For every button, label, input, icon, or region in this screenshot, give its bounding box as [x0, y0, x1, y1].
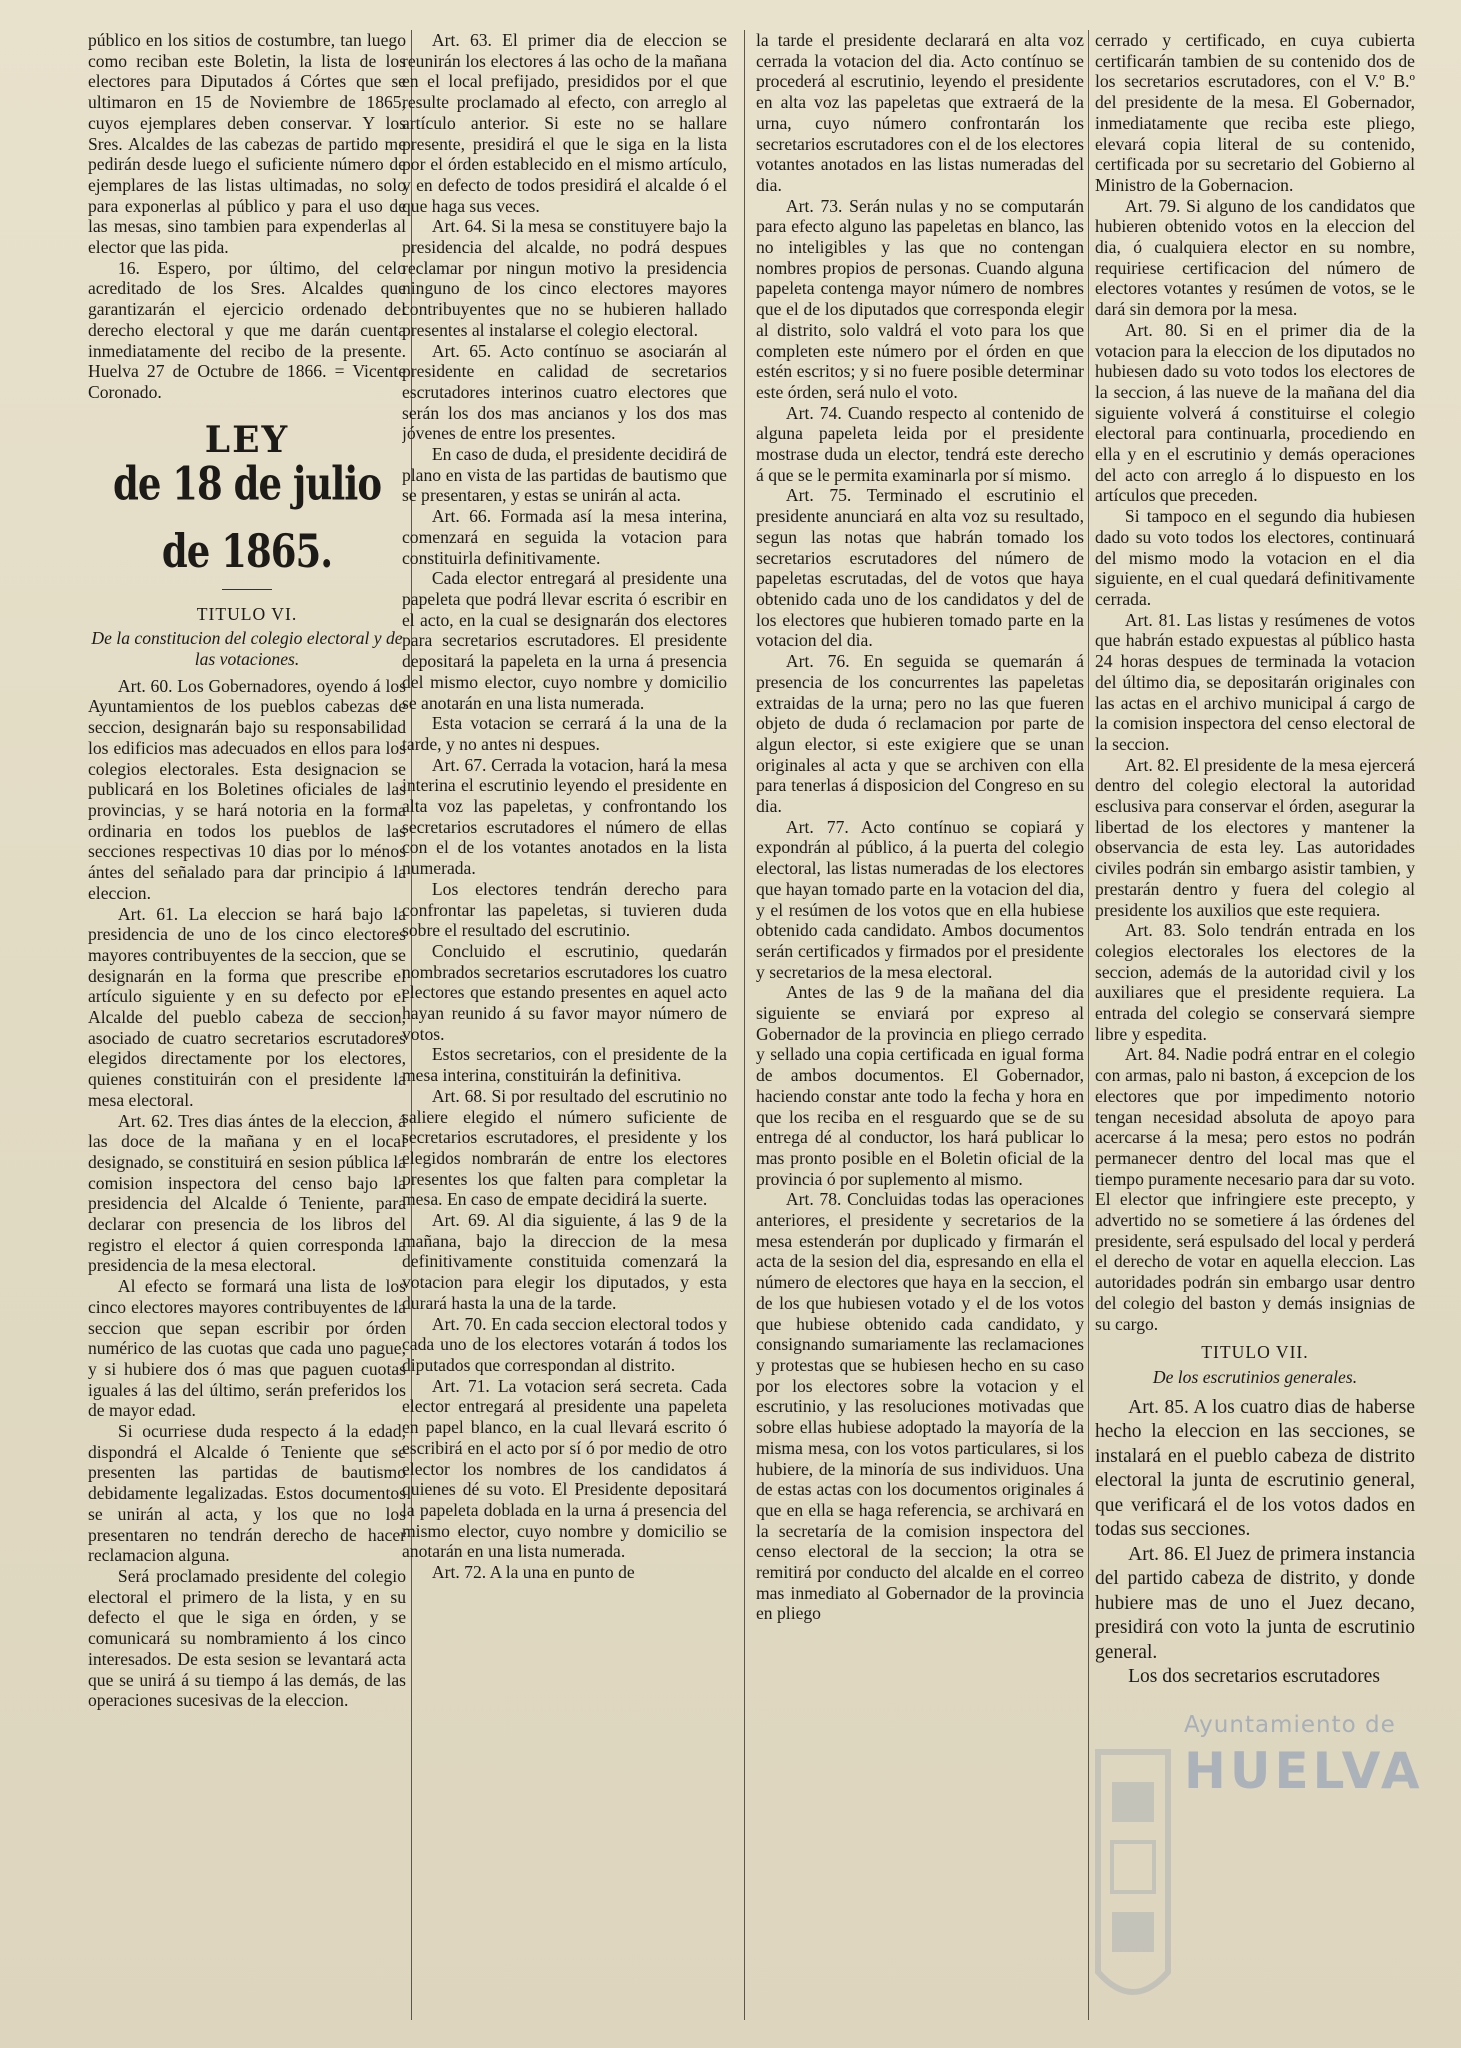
- watermark-text: HUELVA: [1184, 1742, 1424, 1800]
- paragraph: Si ocurriese duda respecto á la edad, dispondrá el Alcalde ó Teniente que se presenten las partidas de bautismo debidamente legalizadas. Estos documentos se unirán al acta, y los que no los presentaren no tendrán derecho de hacer reclamacion alguna.: [88, 1421, 406, 1566]
- paragraph: Al efecto se formará una lista de los cinco electores mayores contribuyentes de la seccion que sepan escribir por órden numérico de las cuotas que cada uno pague, y si hubiere dos ó mas que paguen cuotas iguales á las del último, serán preferidos los de mayor edad.: [88, 1276, 406, 1421]
- title-heading: TITULO VI.: [196, 603, 298, 624]
- divider: [222, 589, 272, 590]
- article-67: Art. 67. Cerrada la votacion, hará la mesa interina el escrutinio leyendo el presidente en alta voz las papeletas, y confrontando los secretarios escrutadores el número de ellas con el de los votantes anotados en la lista numerada.: [402, 754, 727, 879]
- law-heading: LEY: [204, 418, 290, 461]
- paragraph: Concluido el escrutinio, quedarán nombrados secretarios escrutadores los cuatro electores que estando presentes en aquel acto hayan reunido á su favor mayor número de votos.: [402, 940, 727, 1044]
- article-80: Art. 80. Si en el primer dia de la votacion para la eleccion de los diputados no hubiesen dado su voto todos los electores de la seccion, á las nueve de la mañana del dia siguiente volverá á constituirse el colegio electoral para continuarla, procediendo en ella y en el escrutinio y demás operaciones del acto con arreglo á lo dispuesto en los artículos que preceden.: [1095, 319, 1415, 506]
- paragraph: Esta votacion se cerrará á la una de la tarde, y no antes ni despues.: [402, 713, 727, 754]
- watermark-text: Ayuntamiento de: [1184, 1712, 1396, 1738]
- paragraph: Si tampoco en el segundo dia hubiesen dado su voto todos los electores, continuará del mismo modo la votacion en el dia siguiente, en el cual quedará definitivamente cerrada.: [1095, 506, 1415, 609]
- subtitle-heading: De los escrutinios generales.: [1152, 1367, 1358, 1387]
- article-68: Art. 68. Si por resultado del escrutinio no saliere elegido el número suficiente de secretarios escrutadores, el presidente y los elegidos nombrarán de entre los electores presentes los que falten para completar la mesa. En caso de empate decidirá la suerte.: [402, 1085, 727, 1210]
- column-rule: [1088, 30, 1089, 2020]
- paragraph: Los electores tendrán derecho para confrontar las papeletas, si tuvieren duda sobre el resultado del escrutinio.: [402, 878, 727, 941]
- law-date-heading: de 18 de julio de 1865.: [112, 455, 382, 578]
- article-77: Art. 77. Acto contínuo se copiará y expondrán al público, á la puerta del colegio electoral, las listas numeradas de los electores que hayan tomado parte en la votacion del dia, y el resúmen de los votos que en ella hubiese obtenido cada candidato. Ambos documentos serán certificados y firmados por el presidente y secretarios de la mesa electoral.: [756, 816, 1084, 982]
- article-78: Art. 78. Concluidas todas las operaciones anteriores, el presidente y secretarios de la mesa estenderán por duplicado y firmarán el acta de la sesion del dia, espresando en ella el número de electores que haya en la seccion, el de los que hubiesen votado y el de los votos que hubiese obtenido cada candidato, y consignando sumariamente las reclamaciones y protestas que se hubiesen hecho en su caso por los electores sobre la votacion y el escrutinio, y las resoluciones motivadas que sobre ellas hubiese adoptado la mayoría de la misma mesa, con los votos particulares, si los hubiere, de la minoría de sus individuos. Una de estas actas con los documentos originales á que en ella se haga referencia, se archivará en la secretaría de la comision inspectora del censo electoral de la seccion; la otra se remitirá por conducto del alcalde en el correo mas inmediato al Gobernador de la provincia en pliego: [756, 1189, 1084, 1624]
- article-86: Art. 86. El Juez de primera instancia del partido cabeza de distrito, y donde hubiere mas de uno el Juez decano, presidirá con voto la junta de escrutinio general.: [1095, 1543, 1415, 1663]
- article-85: Art. 85. A los cuatro dias de haberse hecho la eleccion en las secciones, se instalará en el pueblo cabeza de distrito electoral la junta de escrutinio general, que verificará el de los votos dados en todas sus secciones.: [1095, 1396, 1415, 1541]
- article-72: Art. 72. A la una en punto de: [431, 1562, 635, 1583]
- paragraph: Será proclamado presidente del colegio electoral el primero de la lista, y en su defecto el que le siga en órden, y se comunicará su nombramiento á los cinco interesados. De esta sesion se levantará acta que se unirá á su tiempo á las demás, de las operaciones sucesivas de la eleccion.: [88, 1566, 406, 1711]
- article-84: Art. 84. Nadie podrá entrar en el colegio con armas, palo ni baston, á excepcion de los electores que por impedimento notorio tengan necesidad absoluta de apoyo para acercarse á la mesa; pero estos no podrán permanecer dentro del local mas que el tiempo puramente necesario para dar su voto. El elector que infringiere este precepto, y advertido no se sometiere á las órdenes del presidente, será espulsado del local y perderá el derecho de votar en aquella eleccion. Las autoridades podrán sin embargo usar dentro del colegio del baston y demás insignias de su cargo.: [1095, 1044, 1415, 1334]
- column-rule: [744, 30, 745, 2020]
- column-3: [756, 30, 1084, 2025]
- paragraph: Estos secretarios, con el presidente de la mesa interina, constituirán la definitiva.: [402, 1044, 727, 1086]
- article-82: Art. 82. El presidente de la mesa ejercerá dentro del colegio electoral la autoridad esclusiva para conservar el órden, asegurar la libertad de los electores y mantener la observancia de esta ley. Las autoridades civiles podrán sin embargo asistir tambien, y prestarán dentro y fuera del colegio al presidente los auxilios que este requiera.: [1095, 754, 1415, 920]
- article-69: Art. 69. Al dia siguiente, á las 9 de la mañana, bajo la direccion de la mesa definitivamente constituida comenzará la votacion para elegir los diputados, y esta durará hasta la una de la tarde.: [402, 1210, 727, 1313]
- column-2: [402, 30, 727, 2025]
- paragraph: la tarde el presidente declarará en alta voz cerrada la votacion del dia. Acto contínuo se procederá al escrutinio, leyendo el presidente en alta voz las papeletas que extraerá de la urna, cuyo número confrontarán los secretarios escrutadores con el de los electores votantes anotados en las listas numeradas del dia.: [756, 30, 1084, 195]
- article-73: Art. 73. Serán nulas y no se computarán para efecto alguno las papeletas en blanco, las no inteligibles y las que no contengan nombres propios de personas. Cuando alguna papeleta contenga mayor número de nombres que el de los diputados que corresponda elegir al distrito, solo valdrá el voto para los que completen este número por el órden en que estén escritos; y si no fuere posible determinar este órden, será nulo el voto.: [756, 195, 1084, 402]
- paragraph: Cada elector entregará al presidente una papeleta que podrá llevar escrita ó escribir en el acto, en la cual se designarán dos electores para secretarios escrutadores. El presidente depositará la papeleta en la urna á presencia del mismo elector, cuyo nombre y domicilio se anotarán en una lista numerada.: [402, 568, 727, 713]
- paragraph: 16. Espero, por último, del celo acreditado de los Sres. Alcaldes que garantizarán el ejercicio ordenado del derecho electoral y que me darán cuenta inmediatamente del recibo de la presente. Huelva 27 de Octubre de 1866. = Vicente Coronado.: [88, 257, 406, 402]
- article-65: Art. 65. Acto contínuo se asociarán al presidente en calidad de secretarios escrutadores interinos cuatro electores que serán los dos mas ancianos y los dos mas jóvenes de entre los presentes.: [402, 340, 727, 444]
- article-63: Art. 63. El primer dia de eleccion se reunirán los electores á las ocho de la mañana en el local prefijado, presididos por el que resulte proclamado al efecto, con arreglo al artículo anterior. Si este no se hallare presente, presidirá el que le siga en la lista por el órden establecido en el mismo artículo, y en defecto de todos presidirá el alcalde ó el que haga sus veces.: [402, 30, 727, 216]
- title-heading: TITULO VII.: [1201, 1342, 1309, 1363]
- article-75: Art. 75. Terminado el escrutinio el presidente anunciará en alta voz su resultado, segun las notas que habrán tomado los secretarios escrutadores del número de papeletas escrutadas, del de votos que haya obtenido cada uno de los candidatos y del de los electores que hubieren tomado parte en la votacion del dia.: [756, 485, 1084, 651]
- article-81: Art. 81. Las listas y resúmenes de votos que habrán estado expuestas al público hasta 24 horas despues de terminada la votacion del último dia, se depositarán originales con las actas en el archivo municipal á cargo de la comision inspectora del censo electoral de la seccion.: [1095, 609, 1415, 754]
- article-74: Art. 74. Cuando respecto al contenido de alguna papeleta leida por el presidente mostrase duda un elector, tendrá este derecho á que se le permita examinarla por sí mismo.: [756, 402, 1084, 485]
- article-66: Art. 66. Formada así la mesa interina, comenzará en seguida la votacion para constituirla definitivamente.: [402, 506, 727, 568]
- paragraph: cerrado y certificado, en cuya cubierta certificarán tambien de su contenido dos de los secretarios escrutadores, con el V.º B.º del presidente de la mesa. El Gobernador, inmediatamente que reciba este pliego, elevará copia literal de su contenido, certificada por su secretario del Gobierno al Ministro de la Gobernacion.: [1095, 30, 1415, 195]
- column-1: [88, 30, 406, 2025]
- article-62: Art. 62. Tres dias ántes de la eleccion, á las doce de la mañana y en el local designado, se constituirá en sesion pública la comision inspectora del censo bajo la presidencia del Alcalde ó Teniente, para declarar con presencia de los libros del registro el elector á quien corresponda la presidencia de la mesa electoral.: [88, 1110, 406, 1276]
- article-79: Art. 79. Si alguno de los candidatos que hubieren obtenido votos en la eleccion del dia, ó cualquiera elector en su nombre, requiriese certificacion del número de electores votantes y resúmen de votos, se le dará sin demora por la mesa.: [1095, 195, 1415, 320]
- article-71: Art. 71. La votacion será secreta. Cada elector entregará al presidente una papeleta en papel blanco, en la cual llevará escrito ó escribirá en el acto por sí ó por medio de otro elector los nombres de los candidatos á quienes dé su voto. El Presidente depositará la papeleta doblada en la urna á presencia del mismo elector, cuyo nombre y domicilio se anotarán en una lista numerada.: [402, 1375, 727, 1562]
- article-83: Art. 83. Solo tendrán entrada en los colegios electorales los electores de la seccion, además de la autoridad civil y los auxiliares que el presidente requiera. La entrada del colegio se conservará siempre libre y espedita.: [1095, 920, 1415, 1044]
- paragraph: Antes de las 9 de la mañana del dia siguiente se enviará por expreso al Gobernador de la provincia en pliego cerrado y sellado una copia certificada en igual forma de ambos documentos. El Gobernador, haciendo constar ante todo la fecha y hora en que los reciba en el resguardo que se de su entrega dé al conductor, los hará publicar lo mas pronto posible en el Boletin oficial de la provincia ó por suplemento al mismo.: [756, 982, 1084, 1189]
- paragraph: En caso de duda, el presidente decidirá de plano en vista de las partidas de bautismo que se presentaren, y estas se unirán al acta.: [402, 444, 727, 506]
- subtitle-heading: De la constitucion del colegio electoral y de las votaciones.: [91, 628, 403, 670]
- article-60: Art. 60. Los Gobernadores, oyendo á los Ayuntamientos de los pueblos cabezas de seccion, designarán bajo su responsabilidad los edificios mas adecuados en ellos para los colegios electorales. Esta designacion se publicará en los Boletines oficiales de las provincias, y se hará notoria en la forma ordinaria en todos los pueblos de las secciones respectivas 10 dias por lo ménos ántes del señalado para dar principio á la eleccion.: [88, 675, 406, 903]
- paragraph: público en los sitios de costumbre, tan luego como reciban este Boletin, la lista de los electores para Diputados á Córtes que se ultimaron en 15 de Noviembre de 1865, cuyos ejemplares deben conservar. Y los Sres. Alcaldes de las cabezas de partido me pedirán desde luego el suficiente número de ejemplares de las listas ultimadas, no solo para exponerlas al público y para el uso de las mesas, sino tambien para expenderlas al elector que las pida.: [88, 30, 406, 258]
- paragraph: Los dos secretarios escrutadores: [1128, 1666, 1380, 1688]
- article-76: Art. 76. En seguida se quemarán á presencia de los concurrentes las papeletas extraidas de la urna; pero no las que fueren objeto de duda ó reclamacion por parte de algun elector, si este exigiere que se unan originales al acta y que se archiven con ella para tenerlas á disposicion del Congreso en su dia.: [756, 651, 1084, 817]
- article-70: Art. 70. En cada seccion electoral todos y cada uno de los electores votarán á todos los diputados que correspondan al distrito.: [402, 1313, 727, 1375]
- article-61: Art. 61. La eleccion se hará bajo la presidencia de uno de los cinco electores mayores contribuyentes de la seccion, que se designarán en la forma que prescribe el artículo siguiente y en su defecto por el Alcalde del pueblo cabeza de seccion, asociado de cuatro secretarios escrutadores elegidos directamente por los electores, quienes constituirán con el presidente la mesa electoral.: [88, 903, 406, 1110]
- article-64: Art. 64. Si la mesa se constituyere bajo la presidencia del alcalde, no podrá despues reclamar por ningun motivo la presidencia ninguno de los cinco electores mayores contribuyentes que no se hubieren hallado presentes al instalarse el colegio electoral.: [402, 216, 727, 340]
